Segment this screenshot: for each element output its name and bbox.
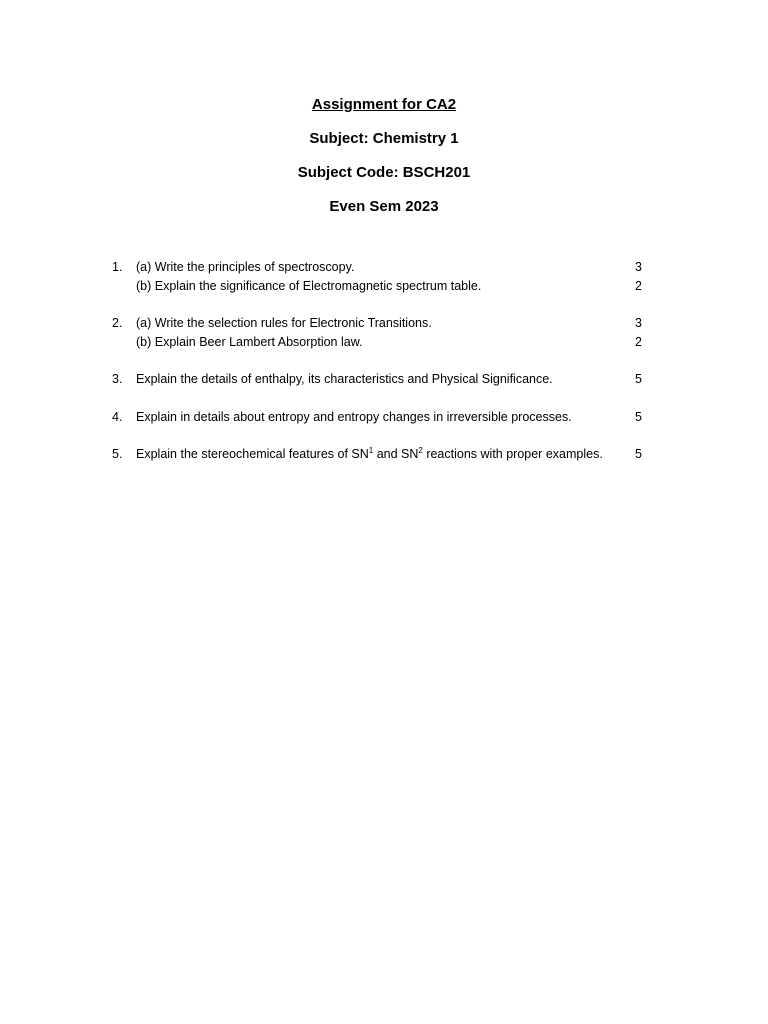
question-text: (a) Write the selection rules for Electronic Transitions. (136, 316, 432, 330)
question-number: 5. (112, 447, 123, 461)
question-1b (112, 277, 642, 296)
superscript: 1 (368, 446, 374, 455)
question-text: (b) Explain the significance of Electromagnetic spectrum table. (136, 278, 482, 293)
question-number: 1. (112, 260, 123, 274)
question-4 (112, 408, 642, 427)
question-2b (112, 333, 642, 352)
question-marks: 2 (635, 278, 642, 293)
question-list (112, 258, 642, 483)
subject-code: Subject Code: BSCH201 (297, 164, 471, 181)
question-marks: 3 (635, 260, 642, 274)
question-text: (b) Explain Beer Lambert Absorption law. (136, 334, 363, 349)
subject-name: Subject: Chemistry 1 (309, 130, 459, 147)
question-number: 3. (112, 372, 123, 386)
question-marks: 2 (635, 334, 642, 349)
document-title: Assignment for CA2 (311, 96, 457, 113)
question-marks: 5 (635, 372, 642, 386)
question-text: Explain in details about entropy and entropy changes in irreversible processes. (136, 409, 572, 424)
question-number: 4. (112, 409, 123, 424)
question-text: Explain the details of enthalpy, its characteristics and Physical Significance. (136, 372, 553, 386)
question-3 (112, 370, 642, 389)
question-2 (112, 314, 642, 351)
question-text: Explain the stereochemical features of $SN^1$ and $SN^2$ reactions with proper examples. (136, 446, 603, 461)
question-number: 2. (112, 316, 123, 330)
superscript: 2 (418, 446, 423, 455)
question-2a (112, 314, 642, 333)
question-marks: 3 (635, 316, 642, 330)
semester-label: Even Sem 2023 (329, 198, 439, 215)
question-marks: 5 (635, 409, 642, 424)
document-header (0, 92, 768, 228)
question-1 (112, 258, 642, 295)
question-1a (112, 258, 642, 277)
question-5 (112, 445, 642, 464)
question-text: (a) Write the principles of spectroscopy. (136, 260, 355, 274)
question-marks: 5 (635, 447, 642, 461)
